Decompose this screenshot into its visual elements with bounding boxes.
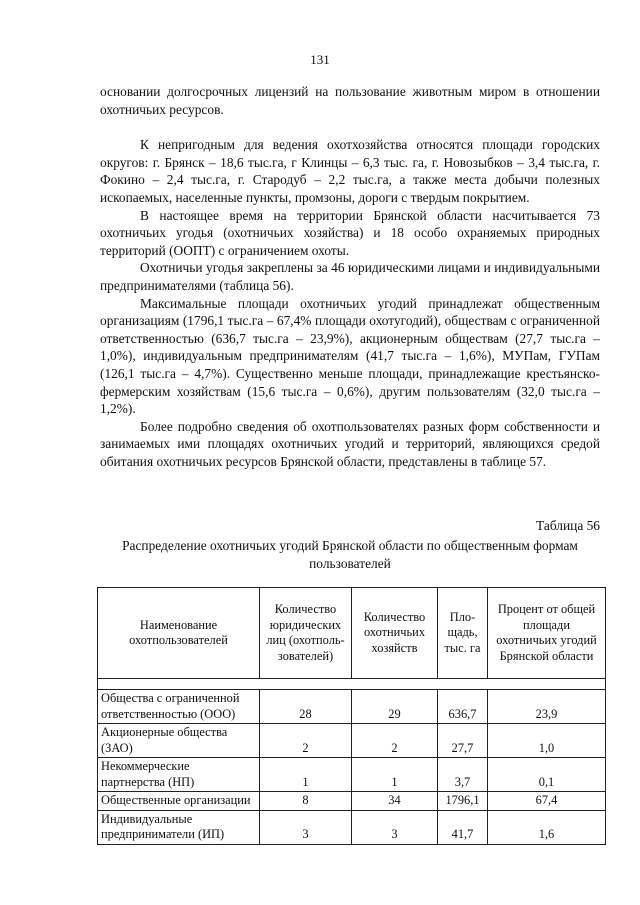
cell-area: 1796,1	[438, 792, 488, 811]
paragraph-max-areas: Максимальные площади охотничьих угодий принадлежат общественным организациям (1796,1 тыс.га – 67,4% площади охотугодий), обществам с ограниченной ответственностью (636,7 тыс.га – 23,9%), акционерным обществам (27,7 тыс.га – 1,0%), индивидуальным предпринимателям (41,7 тыс.га – 1,6%), МУПам, ГУПам (126,1 тыс.га – 4,7%). Существенно меньше площади, принадлежащие крестьянско-фермерским хозяйствам (15,6 тыс.га – 0,6%), другим пользователям (32,0 тыс.га – 1,2%).	[100, 295, 600, 417]
cell-farms: 34	[352, 792, 438, 811]
cell-area: 636,7	[438, 690, 488, 724]
cell-area: 27,7	[438, 724, 488, 758]
cell-farms: 29	[352, 690, 438, 724]
table-row	[98, 758, 606, 792]
table-spacer-row	[98, 679, 606, 690]
paragraph-details-reference: Более подробно сведения об охотпользователях разных форм собственности и занимаемых ими площадях охотничьих угодий и территорий, являющихся средой обитания охотничьих ресурсов Брянской области, представлены в таблице 57.	[100, 418, 600, 469]
header-entities-count: Количество юридических лиц (охотполь-зователей)	[260, 588, 352, 679]
cell-farms: 1	[352, 758, 438, 792]
cell-user-name: Некоммерческие партнерства (НП)	[98, 758, 260, 792]
cell-percent: 23,9	[488, 690, 606, 724]
paragraph-hunting-grounds-count: В настоящее время на территории Брянской области насчитывается 73 охотничьих угодья (охотничьих хозяйства) и 18 особо охраняемых природных территорий (ООПТ) с ограничением охоты.	[100, 207, 600, 258]
cell-entities: 2	[260, 724, 352, 758]
paragraph-continuation: основании долгосрочных лицензий на пользование животным миром в отношении охотничьих ресурсов.	[100, 84, 600, 117]
spacer-cell	[98, 679, 606, 690]
cell-user-name: Общества с ограниченной ответственностью (ООО)	[98, 690, 260, 724]
table-row	[98, 724, 606, 758]
cell-farms: 2	[352, 724, 438, 758]
cell-user-name: Индивидуальные предприниматели (ИП)	[98, 810, 260, 844]
paragraph-unsuitable-areas: К непригодным для ведения охотхозяйства относятся площади городских округов: г. Брянск – 18,6 тыс.га, г Клинцы – 6,3 тыс. га, г. Новозыбков – 3,4 тыс.га, г. Фокино – 2,4 тыс.га, г. Стародуб – 2,2 тыс.га, а также места добычи полезных ископаемых, населенные пункты, промзоны, дороги с твердым покрытием.	[100, 137, 600, 205]
cell-farms: 3	[352, 810, 438, 844]
cell-user-name: Общественные организации	[98, 792, 260, 811]
cell-percent: 1,6	[488, 810, 606, 844]
table-header-row	[98, 588, 606, 679]
cell-entities: 28	[260, 690, 352, 724]
cell-percent: 1,0	[488, 724, 606, 758]
header-area: Пло-щадь, тыс. га	[438, 588, 488, 679]
cell-area: 41,7	[438, 810, 488, 844]
header-user-name: Наименование охотпользователей	[98, 588, 260, 679]
hunting-grounds-table	[97, 587, 606, 845]
cell-percent: 0,1	[488, 758, 606, 792]
table-row	[98, 792, 606, 811]
cell-entities: 1	[260, 758, 352, 792]
page-number: 131	[310, 52, 330, 67]
cell-entities: 8	[260, 792, 352, 811]
table-caption: Распределение охотничьих угодий Брянской области по общественным формам пользователей	[122, 538, 578, 571]
table-row	[98, 690, 606, 724]
body-text	[100, 83, 600, 470]
cell-percent: 67,4	[488, 792, 606, 811]
header-percent: Процент от общей площади охотничьих угодий Брянской области	[488, 588, 606, 679]
cell-area: 3,7	[438, 758, 488, 792]
cell-user-name: Акционерные общества (ЗАО)	[98, 724, 260, 758]
header-farms-count: Количество охотничьих хозяйств	[352, 588, 438, 679]
table-row	[98, 810, 606, 844]
cell-entities: 3	[260, 810, 352, 844]
table-label: Таблица 56	[536, 518, 600, 533]
paragraph-assigned-grounds: Охотничьи угодья закреплены за 46 юридическими лицами и индивидуальными предпринимателями (таблица 56).	[100, 260, 600, 293]
